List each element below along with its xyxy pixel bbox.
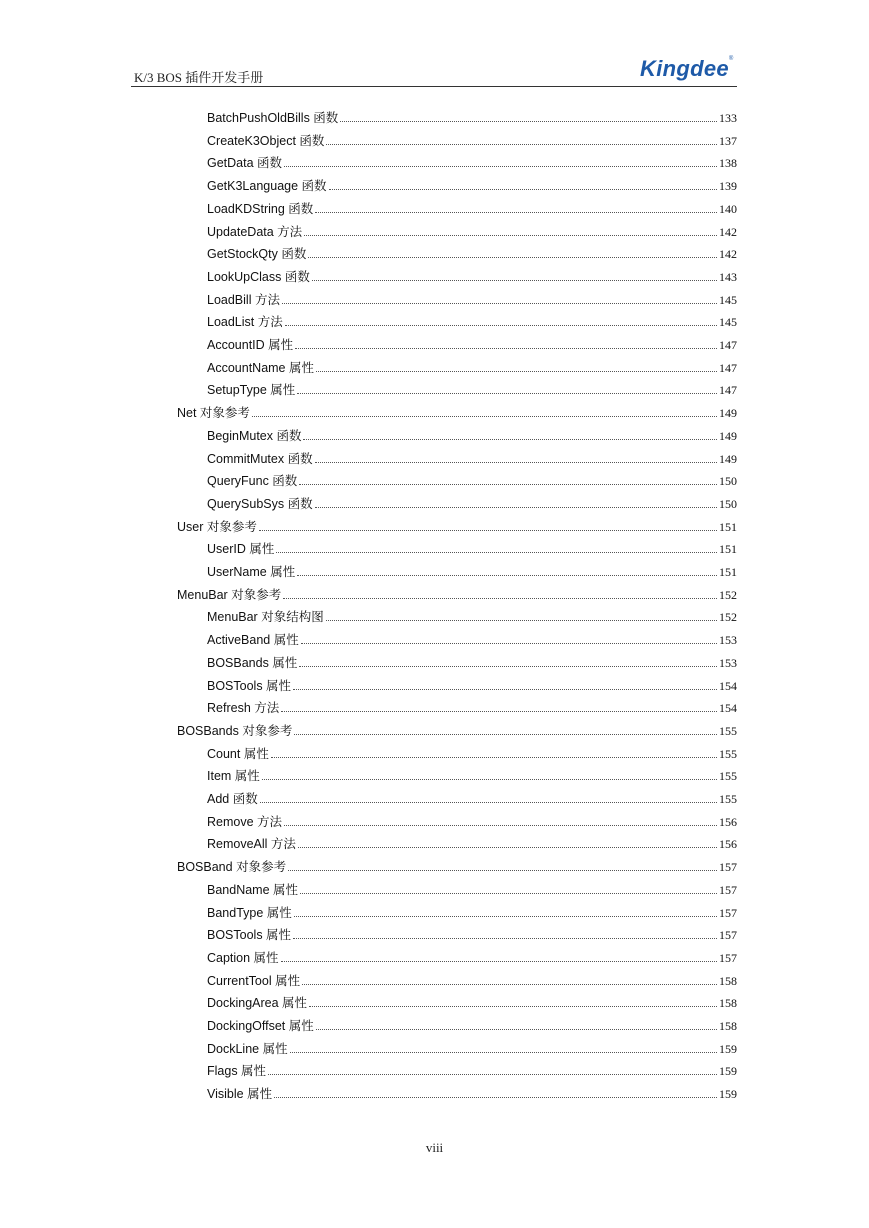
toc-leader-dots [293,689,717,690]
toc-entry-page: 149 [719,451,737,466]
toc-entry-page: 147 [719,338,737,352]
toc-entry-label: RemoveAll 方法 [207,837,296,852]
toc-entry[interactable] [207,242,737,262]
toc-leader-dots [304,235,717,236]
toc-entry-label: User 对象参考 [177,519,257,534]
toc-leader-dots [282,303,717,304]
registered-mark: ® [728,56,734,62]
toc-entry-label: Item 属性 [207,769,260,784]
toc-entry-page: 153 [719,633,737,648]
toc-leader-dots [259,530,717,531]
toc-leader-dots [308,257,717,258]
toc-entry[interactable] [207,537,737,557]
toc-entry[interactable] [207,742,737,762]
toc-leader-dots [295,348,717,349]
toc-entry-page: 159 [719,1041,737,1056]
toc-entry-page: 154 [719,701,737,716]
toc-entry[interactable] [207,696,737,716]
toc-leader-dots [274,1097,717,1098]
toc-entry-label: ActiveBand 属性 [207,633,299,648]
toc-section-entry[interactable] [177,515,737,535]
toc-entry[interactable] [207,628,737,648]
toc-entry-page: 151 [719,519,737,534]
toc-entry-label: GetStockQty 函数 [207,247,307,262]
toc-entry-page: 137 [719,133,737,148]
toc-entry-label: Remove 方法 [207,814,283,829]
toc-entry-label: BandName 属性 [207,882,299,897]
toc-entry-page: 151 [719,542,737,557]
toc-entry-page: 158 [719,996,737,1011]
toc-leader-dots [283,598,717,599]
toc-entry-label: BOSBands 对象参考 [177,723,293,738]
toc-leader-dots [309,1006,717,1007]
toc-entry[interactable] [207,1014,737,1034]
toc-entry-page: 149 [719,428,737,443]
toc-entry-label: Visible 属性 [207,1087,273,1102]
page-number: viii [425,1140,444,1155]
toc-leader-dots [329,189,717,190]
toc-entry-page: 145 [719,315,737,330]
toc-leader-dots [300,893,717,894]
toc-entry-page: 138 [719,156,737,171]
toc-entry-label: LoadBill 方法 [207,292,280,307]
toc-leader-dots [281,711,717,712]
toc-entry[interactable] [207,674,737,694]
toc-entry-label: GetK3Language 函数 [207,179,327,194]
toc-entry[interactable] [207,151,737,171]
toc-entry-page: 158 [719,973,737,988]
toc-entry[interactable] [207,310,737,330]
toc-leader-dots [293,938,717,939]
toc-entry-page: 158 [719,1019,737,1033]
toc-entry-label: MenuBar 对象结构图 [207,610,324,625]
toc-leader-dots [326,144,717,145]
toc-entry[interactable] [207,764,737,784]
toc-entry[interactable] [207,923,737,943]
logo-text: Kingdee [640,56,729,81]
toc-section-entry[interactable] [177,401,737,421]
toc-entry[interactable] [207,878,737,898]
toc-leader-dots [315,507,717,508]
toc-leader-dots [294,916,717,917]
toc-entry-label: AccountID 属性 [207,338,294,352]
toc-entry-label: Flags 属性 [207,1064,267,1079]
toc-entry-label: BOSTools 属性 [207,928,292,943]
toc-entry[interactable] [207,787,737,807]
toc-entry-label: LoadList 方法 [207,315,283,330]
toc-entry-label: DockingArea 属性 [207,996,308,1011]
toc-leader-dots [312,280,717,281]
toc-entry[interactable] [207,106,737,126]
toc-leader-dots [302,984,717,985]
toc-entry-label: Net 对象参考 [177,406,250,421]
toc-entry[interactable] [207,832,737,852]
toc-entry-label: AccountName 属性 [207,360,314,375]
toc-leader-dots [299,666,717,667]
toc-entry-label: QueryFunc 函数 [207,474,298,489]
toc-entry-page: 157 [719,950,737,965]
toc-leader-dots [252,416,717,417]
toc-leader-dots [268,1074,717,1075]
toc-entry-label: BOSBands 属性 [207,655,298,670]
toc-entry-page: 140 [719,201,737,216]
toc-entry[interactable] [207,1037,737,1057]
toc-entry-page: 154 [719,678,737,693]
toc-leader-dots [315,212,717,213]
toc-leader-dots [281,961,717,962]
toc-entry-label: MenuBar 对象参考 [177,587,282,602]
toc-entry-page: 155 [719,792,737,806]
toc-leader-dots [262,779,717,780]
toc-entry-label: BeginMutex 函数 [207,428,302,443]
toc-entry-label: LookUpClass 函数 [207,269,310,284]
toc-entry-page: 155 [719,769,737,784]
toc-leader-dots [284,825,717,826]
toc-entry-label: CreateK3Object 函数 [207,133,325,148]
toc-entry-page: 155 [719,723,737,738]
toc-entry-label: BatchPushOldBills 函数 [207,111,339,125]
toc-leader-dots [301,643,717,644]
toc-section-entry[interactable] [177,855,737,875]
toc-entry-page: 139 [719,179,737,194]
toc-entry-page: 157 [719,905,737,920]
toc-entry-page: 145 [719,292,737,307]
toc-entry[interactable] [207,424,737,444]
toc-entry-page: 156 [719,837,737,852]
toc-entry-page: 142 [719,247,737,262]
toc-entry[interactable] [207,197,737,217]
toc-entry-label: CommitMutex 函数 [207,451,313,466]
toc-entry-page: 152 [719,587,737,602]
toc-entry[interactable] [207,492,737,512]
toc-entry[interactable] [207,174,737,194]
toc-entry-label: CurrentTool 属性 [207,973,301,988]
toc-leader-dots [276,552,717,553]
toc-leader-dots [340,121,717,122]
toc-entry-label: LoadKDString 函数 [207,201,314,216]
toc-entry-label: QuerySubSys 函数 [207,496,313,511]
toc-entry-label: SetupType 属性 [207,383,296,398]
toc-leader-dots [316,371,717,372]
toc-leader-dots [326,620,717,621]
toc-entry-label: DockLine 属性 [207,1041,288,1056]
toc-entry[interactable] [207,333,737,353]
toc-entry-page: 157 [719,860,737,875]
toc-entry-page: 150 [719,496,737,511]
toc-entry-page: 147 [719,360,737,375]
toc-leader-dots [294,734,717,735]
toc-entry-page: 153 [719,655,737,670]
toc-leader-dots [315,462,717,463]
kingdee-logo [640,56,734,82]
toc-entry-page: 157 [719,882,737,897]
toc-entry[interactable] [207,605,737,625]
toc-entry[interactable] [207,651,737,671]
toc-entry[interactable] [207,991,737,1011]
toc-entry[interactable] [207,560,737,580]
toc-entry-label: DockingOffset 属性 [207,1019,314,1033]
toc-entry[interactable] [207,969,737,989]
toc-leader-dots [260,802,717,803]
toc-entry[interactable] [207,288,737,308]
toc-entry[interactable] [207,1059,737,1079]
toc-entry[interactable] [207,220,737,240]
toc-entry-page: 159 [719,1087,737,1102]
toc-entry-label: BOSTools 属性 [207,678,292,693]
toc-entry-page: 151 [719,565,737,579]
toc-entry-label: UserID 属性 [207,542,275,557]
toc-entry[interactable] [207,129,737,149]
toc-entry[interactable] [207,901,737,921]
toc-leader-dots [297,575,717,576]
document-title: K/3 BOS 插件开发手册 [134,70,264,85]
toc-leader-dots [288,870,717,871]
toc-entry-label: BOSBand 对象参考 [177,860,287,875]
toc-entry-page: 149 [719,406,737,421]
toc-entry[interactable] [207,946,737,966]
toc-entry-label: Count 属性 [207,746,269,761]
toc-entry[interactable] [207,1082,737,1102]
toc-entry-page: 147 [719,383,737,398]
toc-entry-page: 150 [719,474,737,489]
toc-entry-label: UserName 属性 [207,565,296,579]
toc-entry[interactable] [207,356,737,376]
toc-entry-label: Caption 属性 [207,950,279,965]
toc-entry-label: UpdateData 方法 [207,224,303,239]
toc-leader-dots [298,847,717,848]
toc-entry-page: 143 [719,269,737,284]
toc-leader-dots [297,393,717,394]
toc-entry-label: BandType 属性 [207,905,292,920]
toc-leader-dots [303,439,717,440]
toc-entry[interactable] [207,447,737,467]
toc-leader-dots [299,484,717,485]
toc-section-entry[interactable] [177,719,737,739]
toc-entry[interactable] [207,469,737,489]
toc-leader-dots [316,1029,717,1030]
toc-entry-page: 155 [719,746,737,761]
toc-entry[interactable] [207,265,737,285]
header-divider [131,86,737,87]
toc-entry-label: Refresh 方法 [207,701,280,716]
toc-leader-dots [285,325,717,326]
toc-entry-page: 156 [719,814,737,829]
toc-entry-label: Add 函数 [207,792,258,806]
toc-entry-page: 157 [719,928,737,943]
toc-entry-page: 159 [719,1064,737,1079]
toc-section-entry[interactable] [177,583,737,603]
toc-entry[interactable] [207,378,737,398]
toc-leader-dots [271,757,717,758]
toc-leader-dots [284,166,717,167]
toc-entry[interactable] [207,810,737,830]
toc-entry-page: 142 [719,224,737,239]
toc-leader-dots [290,1052,717,1053]
toc-entry-page: 133 [719,111,737,125]
toc-entry-label: GetData 函数 [207,156,283,171]
toc-entry-page: 152 [719,610,737,625]
